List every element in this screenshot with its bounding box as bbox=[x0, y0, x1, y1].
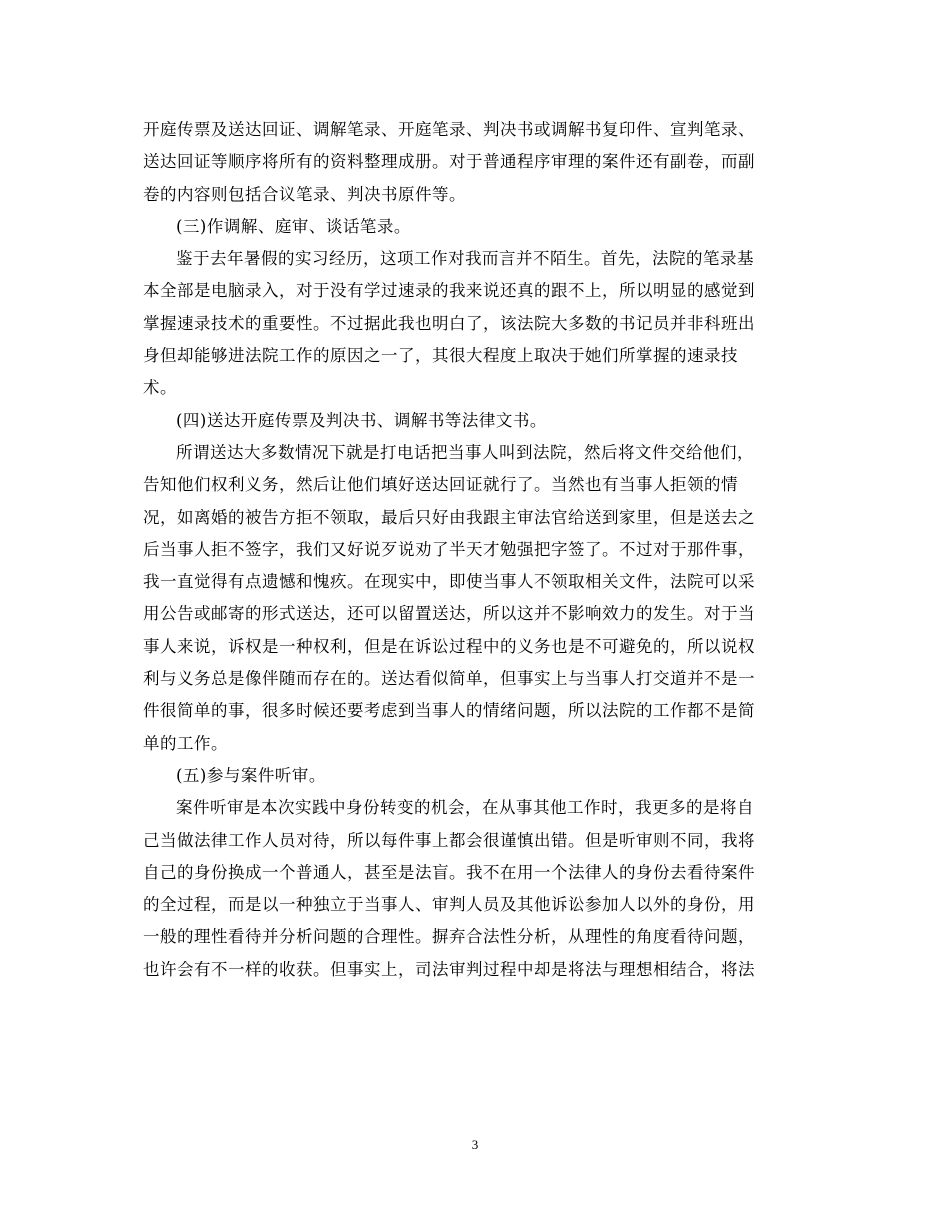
paragraph-line: 身但却能够进法院工作的原因之一了，其很大程度上取决于她们所掌握的速录技 bbox=[143, 346, 738, 366]
section-heading: (五)参与案件听审。 bbox=[176, 765, 326, 785]
paragraph-line: 开庭传票及送达回证、调解笔录、开庭笔录、判决书或调解书复印件、宣判笔录、 bbox=[143, 120, 755, 139]
paragraph-line: 所谓送达大多数情况下就是打电话把当事人叫到法院，然后将文件交给他们， bbox=[176, 442, 754, 462]
paragraph-line: 况，如离婚的被告方拒不领取，最后只好由我跟主审法官给送到家里，但是送去之 bbox=[143, 507, 755, 527]
paragraph-line: 事人来说，诉权是一种权利，但是在诉讼过程中的义务也是不可避免的，所以说权 bbox=[143, 636, 755, 656]
paragraph-line: 后当事人拒不签字，我们又好说歹说劝了半天才勉强把字签了。不过对于那件事， bbox=[143, 539, 755, 559]
paragraph-line: 案件听审是本次实践中身份转变的机会，在从事其他工作时，我更多的是将自 bbox=[176, 798, 754, 818]
paragraph-line: 送达回证等顺序将所有的资料整理成册。对于普通程序审理的案件还有副卷，而副 bbox=[143, 152, 755, 172]
paragraph-line: 单的工作。 bbox=[143, 733, 228, 753]
paragraph-line: 的全过程，而是以一种独立于当事人、审判人员及其他诉讼参加人以外的身份，用 bbox=[143, 895, 755, 915]
section-heading: (四)送达开庭传票及判决书、调解书等法律文书。 bbox=[176, 410, 547, 430]
page-number: 3 bbox=[471, 1137, 479, 1152]
paragraph-line: 我一直觉得有点遗憾和愧疚。在现实中，即使当事人不领取相关文件，法院可以采 bbox=[143, 572, 755, 592]
paragraph-line: 一般的理性看待并分析问题的合理性。摒弃合法性分析，从理性的角度看待问题， bbox=[143, 927, 755, 947]
section-heading: (三)作调解、庭审、谈话笔录。 bbox=[176, 216, 411, 236]
paragraph-line: 术。 bbox=[143, 378, 177, 398]
paragraph-line: 掌握速录技术的重要性。不过据此我也明白了，该法院大多数的书记员并非科班出 bbox=[143, 313, 755, 333]
paragraph-line: 用公告或邮寄的形式送达，还可以留置送达，所以这并不影响效力的发生。对于当 bbox=[143, 604, 755, 624]
paragraph-line: 自己的身份换成一个普通人，甚至是法盲。我不在用一个法律人的身份去看待案件 bbox=[143, 862, 755, 882]
paragraph-line: 利与义务总是像伴随而存在的。送达看似简单，但事实上与当事人打交道并不是一 bbox=[143, 669, 755, 689]
paragraph-line: 卷的内容则包括合议笔录、判决书原件等。 bbox=[143, 184, 466, 204]
paragraph-line: 也许会有不一样的收获。但事实上，司法审判过程中却是将法与理想相结合，将法 bbox=[143, 959, 755, 979]
paragraph-line: 告知他们权利义务，然后让他们填好送达回证就行了。当然也有当事人拒领的情 bbox=[143, 475, 738, 495]
paragraph-line: 件很简单的事，很多时候还要考虑到当事人的情绪问题，所以法院的工作都不是简 bbox=[143, 701, 755, 721]
paragraph-line: 本全部是电脑录入，对于没有学过速录的我来说还真的跟不上，所以明显的感觉到 bbox=[143, 281, 755, 301]
paragraph-line: 鉴于去年暑假的实习经历，这项工作对我而言并不陌生。首先，法院的笔录基 bbox=[176, 249, 754, 269]
document-body bbox=[143, 114, 812, 986]
paragraph-line: 己当做法律工作人员对待，所以每件事上都会很谨慎出错。但是听审则不同，我将 bbox=[143, 830, 755, 850]
